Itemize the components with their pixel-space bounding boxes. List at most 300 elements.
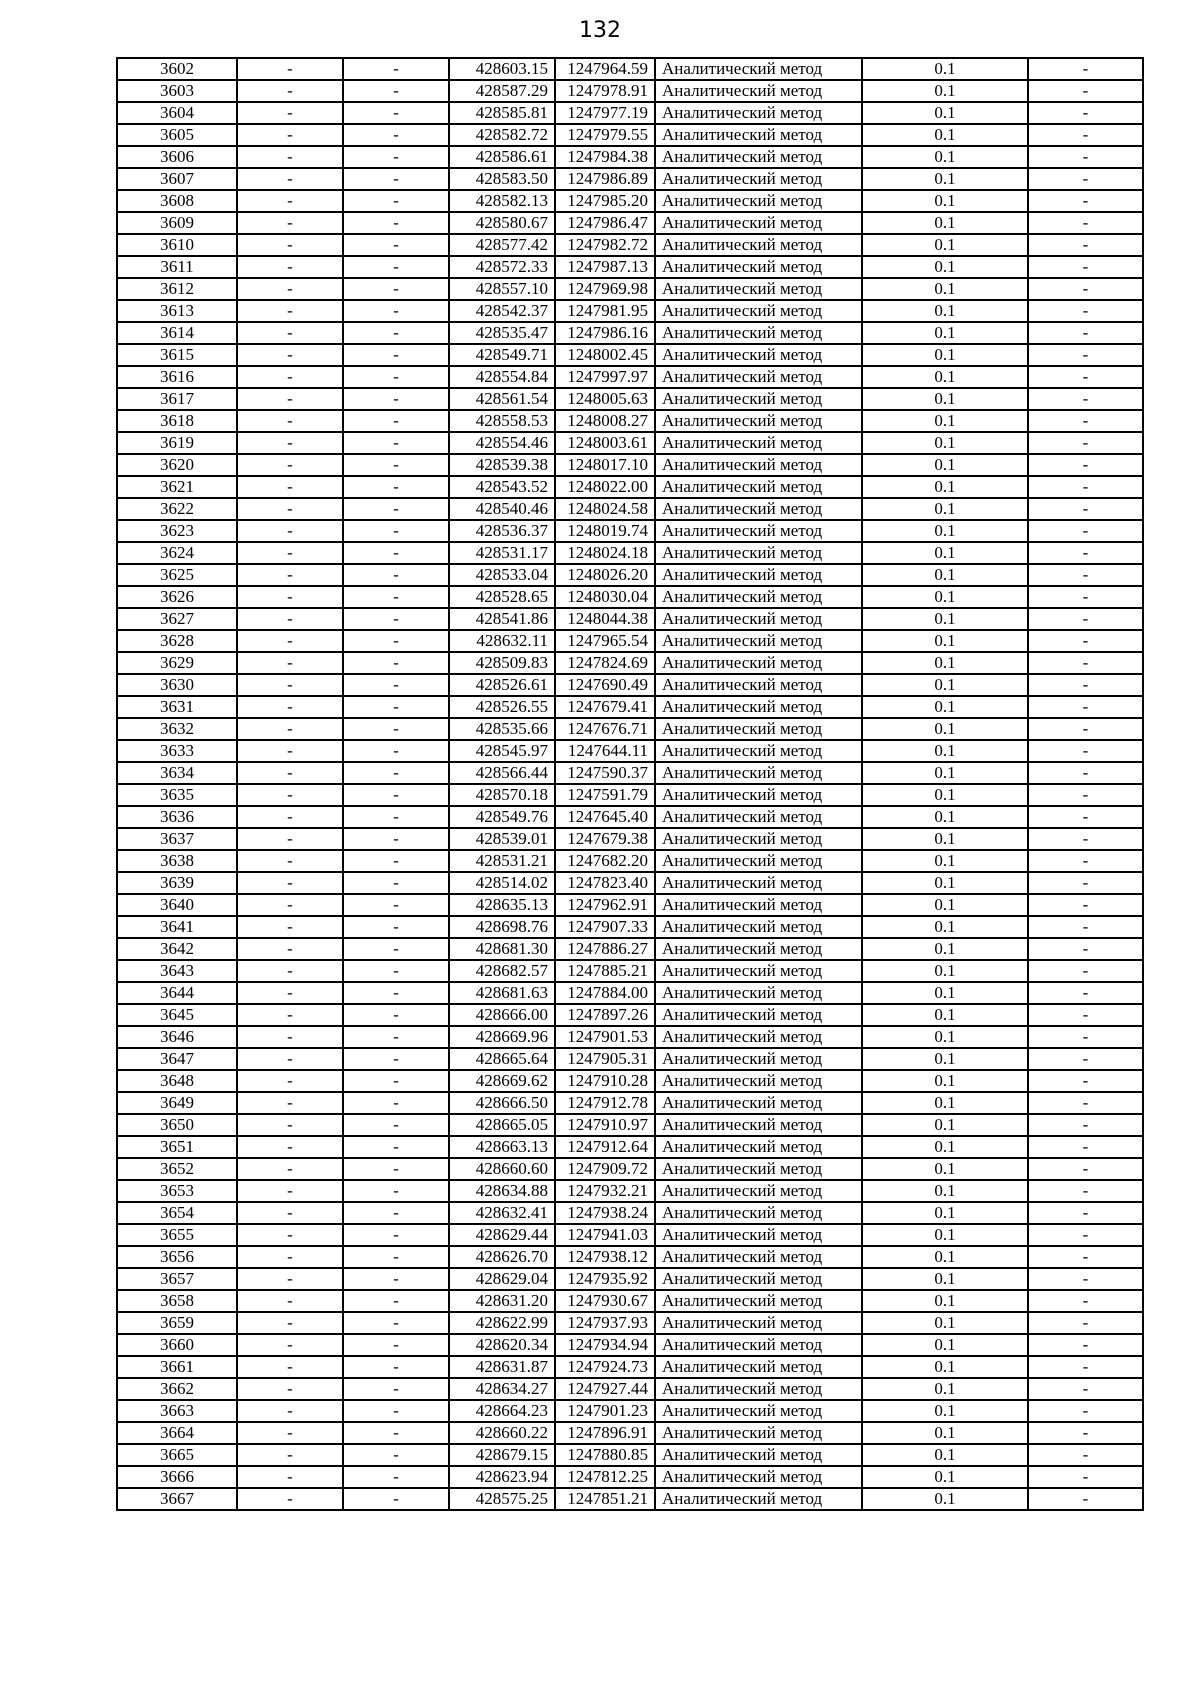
empty-cell: - bbox=[237, 960, 343, 982]
empty-cell: - bbox=[1028, 806, 1143, 828]
empty-cell: - bbox=[343, 278, 449, 300]
empty-cell: - bbox=[343, 1158, 449, 1180]
coordinate-y-cell: 1248003.61 bbox=[555, 432, 655, 454]
empty-cell: - bbox=[343, 1048, 449, 1070]
point-number-cell: 3602 bbox=[117, 58, 237, 80]
coordinate-y-cell: 1248019.74 bbox=[555, 520, 655, 542]
table-row bbox=[117, 1158, 1143, 1180]
method-cell: Аналитический метод bbox=[655, 1224, 862, 1246]
point-number-cell: 3654 bbox=[117, 1202, 237, 1224]
table-row bbox=[117, 630, 1143, 652]
accuracy-cell: 0.1 bbox=[862, 1334, 1028, 1356]
accuracy-cell: 0.1 bbox=[862, 630, 1028, 652]
empty-cell: - bbox=[343, 1400, 449, 1422]
method-cell: Аналитический метод bbox=[655, 828, 862, 850]
empty-cell: - bbox=[1028, 828, 1143, 850]
empty-cell: - bbox=[343, 1488, 449, 1510]
point-number-cell: 3663 bbox=[117, 1400, 237, 1422]
method-cell: Аналитический метод bbox=[655, 982, 862, 1004]
point-number-cell: 3656 bbox=[117, 1246, 237, 1268]
method-cell: Аналитический метод bbox=[655, 1114, 862, 1136]
point-number-cell: 3652 bbox=[117, 1158, 237, 1180]
coordinate-y-cell: 1247905.31 bbox=[555, 1048, 655, 1070]
accuracy-cell: 0.1 bbox=[862, 982, 1028, 1004]
empty-cell: - bbox=[1028, 1180, 1143, 1202]
coordinate-y-cell: 1247977.19 bbox=[555, 102, 655, 124]
empty-cell: - bbox=[1028, 256, 1143, 278]
coordinate-x-cell: 428666.00 bbox=[449, 1004, 555, 1026]
empty-cell: - bbox=[237, 366, 343, 388]
method-cell: Аналитический метод bbox=[655, 388, 862, 410]
table-row bbox=[117, 1092, 1143, 1114]
coordinate-x-cell: 428635.13 bbox=[449, 894, 555, 916]
coordinate-x-cell: 428561.54 bbox=[449, 388, 555, 410]
empty-cell: - bbox=[1028, 1290, 1143, 1312]
empty-cell: - bbox=[343, 256, 449, 278]
accuracy-cell: 0.1 bbox=[862, 1048, 1028, 1070]
empty-cell: - bbox=[237, 212, 343, 234]
empty-cell: - bbox=[237, 1114, 343, 1136]
empty-cell: - bbox=[343, 146, 449, 168]
table-row bbox=[117, 1312, 1143, 1334]
empty-cell: - bbox=[1028, 982, 1143, 1004]
table-row bbox=[117, 916, 1143, 938]
coordinate-y-cell: 1247984.38 bbox=[555, 146, 655, 168]
coordinates-table bbox=[116, 57, 1144, 1511]
method-cell: Аналитический метод bbox=[655, 850, 862, 872]
empty-cell: - bbox=[237, 608, 343, 630]
coordinate-y-cell: 1247851.21 bbox=[555, 1488, 655, 1510]
point-number-cell: 3650 bbox=[117, 1114, 237, 1136]
table-body bbox=[117, 58, 1143, 1510]
method-cell: Аналитический метод bbox=[655, 894, 862, 916]
method-cell: Аналитический метод bbox=[655, 80, 862, 102]
coordinate-x-cell: 428603.15 bbox=[449, 58, 555, 80]
point-number-cell: 3617 bbox=[117, 388, 237, 410]
method-cell: Аналитический метод bbox=[655, 1444, 862, 1466]
empty-cell: - bbox=[1028, 1114, 1143, 1136]
coordinate-y-cell: 1247644.11 bbox=[555, 740, 655, 762]
coordinate-x-cell: 428669.62 bbox=[449, 1070, 555, 1092]
empty-cell: - bbox=[1028, 872, 1143, 894]
empty-cell: - bbox=[1028, 58, 1143, 80]
point-number-cell: 3639 bbox=[117, 872, 237, 894]
coordinate-x-cell: 428626.70 bbox=[449, 1246, 555, 1268]
empty-cell: - bbox=[237, 102, 343, 124]
accuracy-cell: 0.1 bbox=[862, 256, 1028, 278]
empty-cell: - bbox=[343, 212, 449, 234]
method-cell: Аналитический метод bbox=[655, 146, 862, 168]
empty-cell: - bbox=[237, 520, 343, 542]
point-number-cell: 3606 bbox=[117, 146, 237, 168]
coordinate-x-cell: 428549.71 bbox=[449, 344, 555, 366]
coordinate-x-cell: 428629.04 bbox=[449, 1268, 555, 1290]
coordinate-x-cell: 428666.50 bbox=[449, 1092, 555, 1114]
empty-cell: - bbox=[237, 872, 343, 894]
coordinate-y-cell: 1248002.45 bbox=[555, 344, 655, 366]
method-cell: Аналитический метод bbox=[655, 1246, 862, 1268]
table-row bbox=[117, 762, 1143, 784]
empty-cell: - bbox=[237, 1488, 343, 1510]
point-number-cell: 3666 bbox=[117, 1466, 237, 1488]
empty-cell: - bbox=[1028, 344, 1143, 366]
empty-cell: - bbox=[1028, 916, 1143, 938]
point-number-cell: 3667 bbox=[117, 1488, 237, 1510]
accuracy-cell: 0.1 bbox=[862, 300, 1028, 322]
accuracy-cell: 0.1 bbox=[862, 762, 1028, 784]
coordinate-x-cell: 428631.20 bbox=[449, 1290, 555, 1312]
coordinate-y-cell: 1247932.21 bbox=[555, 1180, 655, 1202]
accuracy-cell: 0.1 bbox=[862, 80, 1028, 102]
empty-cell: - bbox=[1028, 322, 1143, 344]
empty-cell: - bbox=[1028, 476, 1143, 498]
table-row bbox=[117, 1290, 1143, 1312]
accuracy-cell: 0.1 bbox=[862, 850, 1028, 872]
empty-cell: - bbox=[1028, 388, 1143, 410]
accuracy-cell: 0.1 bbox=[862, 102, 1028, 124]
point-number-cell: 3665 bbox=[117, 1444, 237, 1466]
empty-cell: - bbox=[237, 1158, 343, 1180]
point-number-cell: 3640 bbox=[117, 894, 237, 916]
coordinate-y-cell: 1247679.41 bbox=[555, 696, 655, 718]
empty-cell: - bbox=[1028, 1378, 1143, 1400]
empty-cell: - bbox=[1028, 762, 1143, 784]
method-cell: Аналитический метод bbox=[655, 366, 862, 388]
point-number-cell: 3615 bbox=[117, 344, 237, 366]
empty-cell: - bbox=[237, 322, 343, 344]
point-number-cell: 3641 bbox=[117, 916, 237, 938]
point-number-cell: 3609 bbox=[117, 212, 237, 234]
method-cell: Аналитический метод bbox=[655, 168, 862, 190]
table-row bbox=[117, 1136, 1143, 1158]
coordinate-x-cell: 428580.67 bbox=[449, 212, 555, 234]
table-row bbox=[117, 102, 1143, 124]
empty-cell: - bbox=[1028, 520, 1143, 542]
method-cell: Аналитический метод bbox=[655, 234, 862, 256]
accuracy-cell: 0.1 bbox=[862, 410, 1028, 432]
coordinate-y-cell: 1247910.28 bbox=[555, 1070, 655, 1092]
empty-cell: - bbox=[237, 1290, 343, 1312]
empty-cell: - bbox=[1028, 652, 1143, 674]
empty-cell: - bbox=[237, 1268, 343, 1290]
point-number-cell: 3624 bbox=[117, 542, 237, 564]
coordinate-x-cell: 428570.18 bbox=[449, 784, 555, 806]
empty-cell: - bbox=[1028, 1070, 1143, 1092]
empty-cell: - bbox=[1028, 1444, 1143, 1466]
point-number-cell: 3648 bbox=[117, 1070, 237, 1092]
empty-cell: - bbox=[343, 1026, 449, 1048]
empty-cell: - bbox=[343, 960, 449, 982]
empty-cell: - bbox=[343, 894, 449, 916]
coordinate-x-cell: 428577.42 bbox=[449, 234, 555, 256]
method-cell: Аналитический метод bbox=[655, 58, 862, 80]
table-row bbox=[117, 982, 1143, 1004]
empty-cell: - bbox=[343, 784, 449, 806]
point-number-cell: 3612 bbox=[117, 278, 237, 300]
empty-cell: - bbox=[237, 1400, 343, 1422]
method-cell: Аналитический метод bbox=[655, 454, 862, 476]
coordinate-y-cell: 1247938.12 bbox=[555, 1246, 655, 1268]
empty-cell: - bbox=[1028, 1466, 1143, 1488]
empty-cell: - bbox=[343, 652, 449, 674]
accuracy-cell: 0.1 bbox=[862, 1202, 1028, 1224]
table-row bbox=[117, 740, 1143, 762]
coordinate-x-cell: 428554.46 bbox=[449, 432, 555, 454]
empty-cell: - bbox=[343, 630, 449, 652]
empty-cell: - bbox=[1028, 1048, 1143, 1070]
empty-cell: - bbox=[237, 498, 343, 520]
coordinate-y-cell: 1247982.72 bbox=[555, 234, 655, 256]
empty-cell: - bbox=[1028, 1158, 1143, 1180]
page-number: 132 bbox=[579, 18, 621, 43]
accuracy-cell: 0.1 bbox=[862, 1400, 1028, 1422]
empty-cell: - bbox=[1028, 1004, 1143, 1026]
coordinate-y-cell: 1247880.85 bbox=[555, 1444, 655, 1466]
empty-cell: - bbox=[237, 784, 343, 806]
empty-cell: - bbox=[343, 234, 449, 256]
accuracy-cell: 0.1 bbox=[862, 1356, 1028, 1378]
point-number-cell: 3613 bbox=[117, 300, 237, 322]
accuracy-cell: 0.1 bbox=[862, 784, 1028, 806]
accuracy-cell: 0.1 bbox=[862, 146, 1028, 168]
method-cell: Аналитический метод bbox=[655, 1268, 862, 1290]
method-cell: Аналитический метод bbox=[655, 630, 862, 652]
point-number-cell: 3638 bbox=[117, 850, 237, 872]
point-number-cell: 3657 bbox=[117, 1268, 237, 1290]
coordinate-x-cell: 428679.15 bbox=[449, 1444, 555, 1466]
empty-cell: - bbox=[237, 1444, 343, 1466]
empty-cell: - bbox=[237, 1334, 343, 1356]
coordinate-x-cell: 428622.99 bbox=[449, 1312, 555, 1334]
coordinate-y-cell: 1247901.53 bbox=[555, 1026, 655, 1048]
empty-cell: - bbox=[237, 850, 343, 872]
accuracy-cell: 0.1 bbox=[862, 916, 1028, 938]
method-cell: Аналитический метод bbox=[655, 410, 862, 432]
empty-cell: - bbox=[237, 806, 343, 828]
coordinate-y-cell: 1247912.78 bbox=[555, 1092, 655, 1114]
empty-cell: - bbox=[237, 80, 343, 102]
empty-cell: - bbox=[237, 300, 343, 322]
accuracy-cell: 0.1 bbox=[862, 520, 1028, 542]
empty-cell: - bbox=[1028, 212, 1143, 234]
accuracy-cell: 0.1 bbox=[862, 1466, 1028, 1488]
empty-cell: - bbox=[343, 1202, 449, 1224]
coordinate-y-cell: 1248005.63 bbox=[555, 388, 655, 410]
empty-cell: - bbox=[343, 388, 449, 410]
empty-cell: - bbox=[237, 982, 343, 1004]
table-row bbox=[117, 608, 1143, 630]
table-row bbox=[117, 1070, 1143, 1092]
point-number-cell: 3627 bbox=[117, 608, 237, 630]
empty-cell: - bbox=[237, 1202, 343, 1224]
coordinate-y-cell: 1247986.89 bbox=[555, 168, 655, 190]
empty-cell: - bbox=[343, 674, 449, 696]
empty-cell: - bbox=[237, 1224, 343, 1246]
accuracy-cell: 0.1 bbox=[862, 454, 1028, 476]
method-cell: Аналитический метод bbox=[655, 608, 862, 630]
accuracy-cell: 0.1 bbox=[862, 542, 1028, 564]
coordinate-y-cell: 1247682.20 bbox=[555, 850, 655, 872]
method-cell: Аналитический метод bbox=[655, 806, 862, 828]
empty-cell: - bbox=[1028, 938, 1143, 960]
coordinate-x-cell: 428535.47 bbox=[449, 322, 555, 344]
table-row bbox=[117, 124, 1143, 146]
empty-cell: - bbox=[1028, 1092, 1143, 1114]
coordinate-y-cell: 1247981.95 bbox=[555, 300, 655, 322]
accuracy-cell: 0.1 bbox=[862, 1070, 1028, 1092]
table-row bbox=[117, 1334, 1143, 1356]
coordinate-y-cell: 1247979.55 bbox=[555, 124, 655, 146]
coordinate-x-cell: 428554.84 bbox=[449, 366, 555, 388]
coordinate-x-cell: 428543.52 bbox=[449, 476, 555, 498]
empty-cell: - bbox=[343, 718, 449, 740]
point-number-cell: 3614 bbox=[117, 322, 237, 344]
accuracy-cell: 0.1 bbox=[862, 366, 1028, 388]
coordinate-y-cell: 1247812.25 bbox=[555, 1466, 655, 1488]
accuracy-cell: 0.1 bbox=[862, 608, 1028, 630]
point-number-cell: 3618 bbox=[117, 410, 237, 432]
empty-cell: - bbox=[343, 102, 449, 124]
accuracy-cell: 0.1 bbox=[862, 344, 1028, 366]
empty-cell: - bbox=[343, 564, 449, 586]
point-number-cell: 3625 bbox=[117, 564, 237, 586]
point-number-cell: 3664 bbox=[117, 1422, 237, 1444]
table-row bbox=[117, 498, 1143, 520]
coordinate-x-cell: 428634.88 bbox=[449, 1180, 555, 1202]
method-cell: Аналитический метод bbox=[655, 432, 862, 454]
empty-cell: - bbox=[1028, 674, 1143, 696]
empty-cell: - bbox=[237, 1422, 343, 1444]
accuracy-cell: 0.1 bbox=[862, 1092, 1028, 1114]
coordinate-y-cell: 1247986.47 bbox=[555, 212, 655, 234]
empty-cell: - bbox=[237, 234, 343, 256]
empty-cell: - bbox=[1028, 1202, 1143, 1224]
table-row bbox=[117, 1444, 1143, 1466]
coordinate-x-cell: 428566.44 bbox=[449, 762, 555, 784]
table-row bbox=[117, 828, 1143, 850]
table-row bbox=[117, 344, 1143, 366]
point-number-cell: 3632 bbox=[117, 718, 237, 740]
coordinate-x-cell: 428663.13 bbox=[449, 1136, 555, 1158]
empty-cell: - bbox=[237, 938, 343, 960]
coordinate-x-cell: 428660.22 bbox=[449, 1422, 555, 1444]
accuracy-cell: 0.1 bbox=[862, 696, 1028, 718]
coordinate-y-cell: 1247591.79 bbox=[555, 784, 655, 806]
point-number-cell: 3651 bbox=[117, 1136, 237, 1158]
coordinate-x-cell: 428514.02 bbox=[449, 872, 555, 894]
method-cell: Аналитический метод bbox=[655, 1356, 862, 1378]
table-row bbox=[117, 146, 1143, 168]
empty-cell: - bbox=[343, 1114, 449, 1136]
empty-cell: - bbox=[1028, 1488, 1143, 1510]
empty-cell: - bbox=[237, 1092, 343, 1114]
coordinate-x-cell: 428660.60 bbox=[449, 1158, 555, 1180]
empty-cell: - bbox=[237, 674, 343, 696]
method-cell: Аналитический метод bbox=[655, 564, 862, 586]
coordinate-y-cell: 1247909.72 bbox=[555, 1158, 655, 1180]
accuracy-cell: 0.1 bbox=[862, 1136, 1028, 1158]
coordinate-y-cell: 1247927.44 bbox=[555, 1378, 655, 1400]
coordinate-x-cell: 428620.34 bbox=[449, 1334, 555, 1356]
empty-cell: - bbox=[343, 850, 449, 872]
empty-cell: - bbox=[1028, 80, 1143, 102]
empty-cell: - bbox=[343, 1466, 449, 1488]
empty-cell: - bbox=[237, 1004, 343, 1026]
table-row bbox=[117, 410, 1143, 432]
coordinate-x-cell: 428665.05 bbox=[449, 1114, 555, 1136]
table-row bbox=[117, 1026, 1143, 1048]
empty-cell: - bbox=[343, 762, 449, 784]
empty-cell: - bbox=[343, 520, 449, 542]
method-cell: Аналитический метод bbox=[655, 1334, 862, 1356]
table-row bbox=[117, 1224, 1143, 1246]
method-cell: Аналитический метод bbox=[655, 1092, 862, 1114]
coordinate-x-cell: 428575.25 bbox=[449, 1488, 555, 1510]
empty-cell: - bbox=[237, 124, 343, 146]
accuracy-cell: 0.1 bbox=[862, 498, 1028, 520]
coordinate-x-cell: 428539.01 bbox=[449, 828, 555, 850]
empty-cell: - bbox=[343, 432, 449, 454]
empty-cell: - bbox=[1028, 102, 1143, 124]
accuracy-cell: 0.1 bbox=[862, 1180, 1028, 1202]
empty-cell: - bbox=[237, 388, 343, 410]
empty-cell: - bbox=[1028, 366, 1143, 388]
table-row bbox=[117, 366, 1143, 388]
accuracy-cell: 0.1 bbox=[862, 652, 1028, 674]
coordinate-y-cell: 1247823.40 bbox=[555, 872, 655, 894]
empty-cell: - bbox=[1028, 960, 1143, 982]
empty-cell: - bbox=[237, 432, 343, 454]
point-number-cell: 3649 bbox=[117, 1092, 237, 1114]
empty-cell: - bbox=[343, 872, 449, 894]
empty-cell: - bbox=[237, 58, 343, 80]
point-number-cell: 3616 bbox=[117, 366, 237, 388]
coordinate-x-cell: 428558.53 bbox=[449, 410, 555, 432]
coordinate-x-cell: 428542.37 bbox=[449, 300, 555, 322]
empty-cell: - bbox=[343, 740, 449, 762]
method-cell: Аналитический метод bbox=[655, 1378, 862, 1400]
empty-cell: - bbox=[343, 410, 449, 432]
method-cell: Аналитический метод bbox=[655, 1422, 862, 1444]
table-row bbox=[117, 652, 1143, 674]
table-row bbox=[117, 784, 1143, 806]
empty-cell: - bbox=[343, 806, 449, 828]
coordinate-y-cell: 1247987.13 bbox=[555, 256, 655, 278]
coordinate-x-cell: 428582.72 bbox=[449, 124, 555, 146]
table-row bbox=[117, 1202, 1143, 1224]
empty-cell: - bbox=[237, 1312, 343, 1334]
point-number-cell: 3604 bbox=[117, 102, 237, 124]
empty-cell: - bbox=[1028, 850, 1143, 872]
table-row bbox=[117, 476, 1143, 498]
empty-cell: - bbox=[343, 1444, 449, 1466]
empty-cell: - bbox=[343, 696, 449, 718]
table-row bbox=[117, 1400, 1143, 1422]
point-number-cell: 3637 bbox=[117, 828, 237, 850]
empty-cell: - bbox=[343, 1224, 449, 1246]
coordinate-y-cell: 1247912.64 bbox=[555, 1136, 655, 1158]
empty-cell: - bbox=[343, 1422, 449, 1444]
method-cell: Аналитический метод bbox=[655, 762, 862, 784]
coordinate-y-cell: 1247964.59 bbox=[555, 58, 655, 80]
empty-cell: - bbox=[343, 1290, 449, 1312]
table-row bbox=[117, 1356, 1143, 1378]
point-number-cell: 3603 bbox=[117, 80, 237, 102]
empty-cell: - bbox=[1028, 1422, 1143, 1444]
method-cell: Аналитический метод bbox=[655, 1312, 862, 1334]
accuracy-cell: 0.1 bbox=[862, 1026, 1028, 1048]
coordinate-x-cell: 428540.46 bbox=[449, 498, 555, 520]
